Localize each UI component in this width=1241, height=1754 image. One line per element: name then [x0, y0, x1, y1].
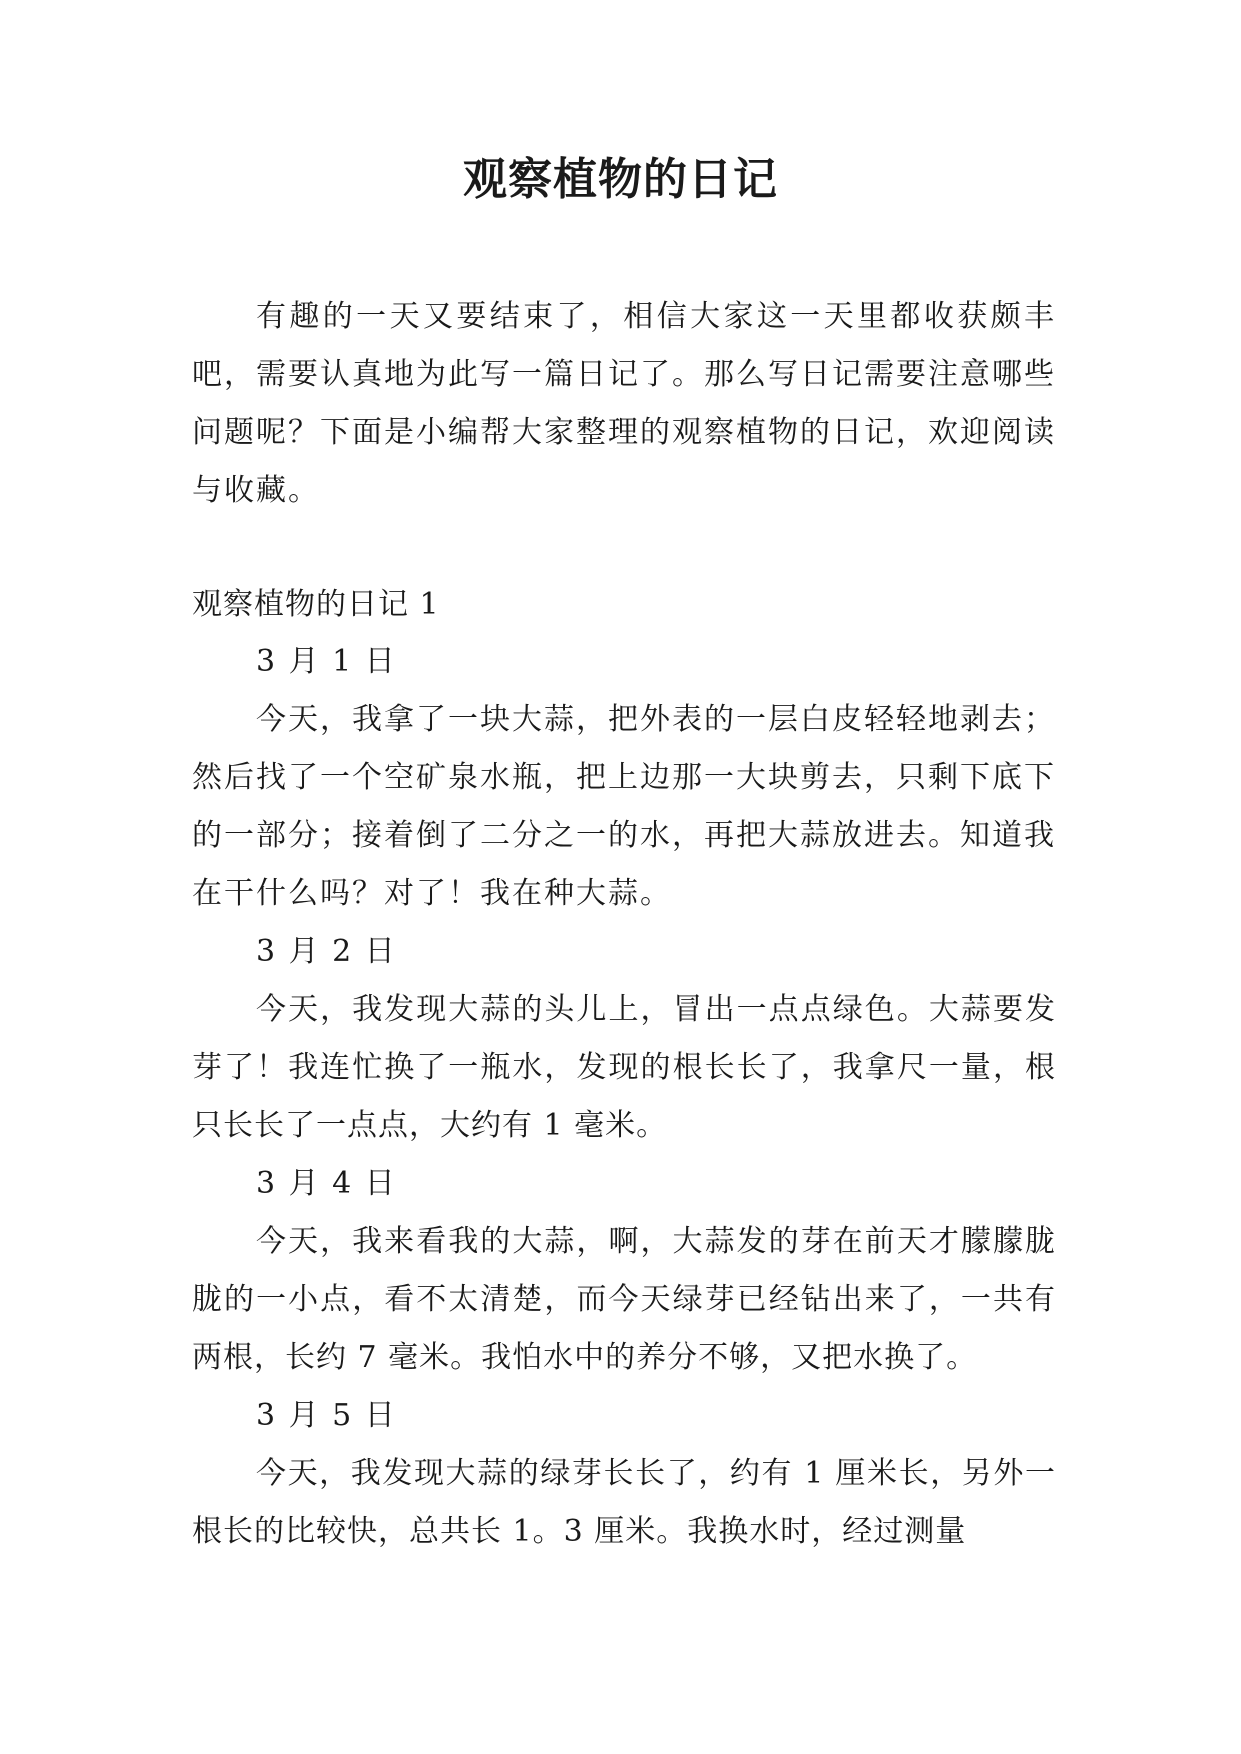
entry-date: 3 月 4 日 — [256, 1166, 397, 1201]
entry-paragraph: 今天，我拿了一块大蒜，把外表的一层白皮轻轻地剥去；然后找了一个空矿泉水瓶，把上边那一大块剪去，只剩下底下的一部分；接着倒了二分之一的水，再把大蒜放进去。知道我在干什么吗？对了！我在种大蒜。 — [192, 702, 1056, 911]
intro-paragraph: 有趣的一天又要结束了，相信大家这一天里都收获颇丰吧，需要认真地为此写一篇日记了。那么写日记需要注意哪些问题呢？下面是小编帮大家整理的观察植物的日记，欢迎阅读与收藏。 — [192, 299, 1056, 508]
entry-date: 3 月 1 日 — [256, 644, 397, 679]
document-title: 观察植物的日记 — [463, 154, 778, 205]
entry-date: 3 月 5 日 — [256, 1398, 397, 1433]
section-heading: 观察植物的日记 1 — [192, 587, 440, 622]
entry-date: 3 月 2 日 — [256, 934, 397, 969]
entry-paragraph: 今天，我来看我的大蒜，啊，大蒜发的芽在前天才朦朦胧胧的一小点，看不太清楚，而今天绿芽已经钻出来了，一共有两根，长约 7 毫米。我怕水中的养分不够，又把水换了。 — [192, 1224, 1056, 1375]
entry-paragraph: 今天，我发现大蒜的绿芽长长了，约有 1 厘米长，另外一根长的比较快，总共长 1。3 厘米。我换水时，经过测量 — [192, 1456, 1056, 1549]
entry-paragraph: 今天，我发现大蒜的头儿上，冒出一点点绿色。大蒜要发芽了！我连忙换了一瓶水，发现的根长长了，我拿尺一量，根只长长了一点点，大约有 1 毫米。 — [192, 992, 1056, 1143]
